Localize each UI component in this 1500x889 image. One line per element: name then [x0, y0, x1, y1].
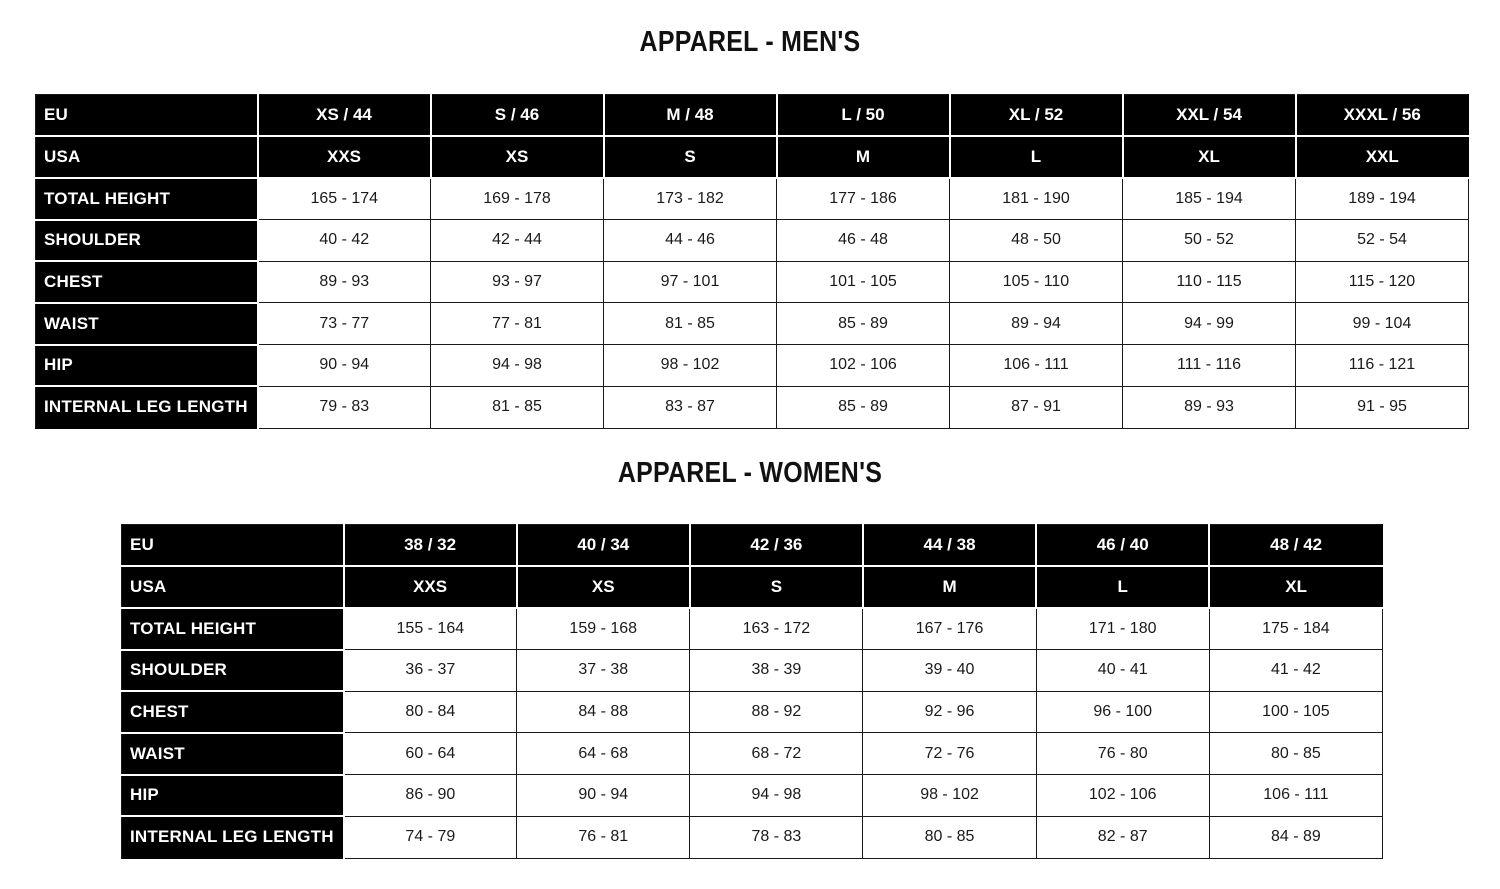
measurement-label: SHOULDER	[122, 650, 344, 692]
measurement-value: 90 - 94	[258, 345, 431, 387]
measurement-value: 93 - 97	[431, 261, 604, 303]
measurement-value: 167 - 176	[863, 608, 1036, 650]
size-header-cell: XXS	[258, 136, 431, 178]
usa-size-row	[122, 566, 1383, 608]
size-header-cell: XL / 52	[950, 95, 1123, 137]
measurement-label: CHEST	[36, 261, 258, 303]
measurement-value: 94 - 98	[431, 345, 604, 387]
measurement-row	[36, 220, 1469, 262]
size-header-cell: XL	[1209, 566, 1382, 608]
size-header-cell: XXL / 54	[1123, 95, 1296, 137]
measurement-value: 175 - 184	[1209, 608, 1382, 650]
measurement-value: 64 - 68	[517, 733, 690, 775]
measurement-value: 94 - 99	[1123, 303, 1296, 345]
measurement-value: 40 - 42	[258, 220, 431, 262]
measurement-value: 42 - 44	[431, 220, 604, 262]
measurement-value: 76 - 80	[1036, 733, 1209, 775]
row-label: EU	[36, 95, 258, 137]
measurement-value: 80 - 84	[344, 691, 517, 733]
measurement-value: 72 - 76	[863, 733, 1036, 775]
measurement-row	[122, 775, 1383, 817]
measurement-value: 94 - 98	[690, 775, 863, 817]
measurement-value: 48 - 50	[950, 220, 1123, 262]
measurement-value: 106 - 111	[950, 345, 1123, 387]
men-size-table	[35, 94, 1469, 429]
measurement-value: 169 - 178	[431, 178, 604, 220]
measurement-value: 39 - 40	[863, 650, 1036, 692]
measurement-value: 37 - 38	[517, 650, 690, 692]
size-header-cell: 42 / 36	[690, 525, 863, 567]
measurement-label: WAIST	[36, 303, 258, 345]
size-header-cell: S / 46	[431, 95, 604, 137]
size-header-cell: XS / 44	[258, 95, 431, 137]
size-header-cell: M	[777, 136, 950, 178]
measurement-value: 155 - 164	[344, 608, 517, 650]
measurement-value: 181 - 190	[950, 178, 1123, 220]
measurement-value: 98 - 102	[863, 775, 1036, 817]
size-header-cell: M	[863, 566, 1036, 608]
usa-size-row	[36, 136, 1469, 178]
size-header-cell: 40 / 34	[517, 525, 690, 567]
measurement-value: 96 - 100	[1036, 691, 1209, 733]
measurement-row	[36, 303, 1469, 345]
measurement-value: 87 - 91	[950, 386, 1123, 428]
size-header-cell: XS	[431, 136, 604, 178]
measurement-value: 100 - 105	[1209, 691, 1382, 733]
measurement-row	[36, 261, 1469, 303]
measurement-value: 79 - 83	[258, 386, 431, 428]
measurement-value: 76 - 81	[517, 816, 690, 858]
row-label: USA	[36, 136, 258, 178]
measurement-value: 68 - 72	[690, 733, 863, 775]
measurement-row	[122, 816, 1383, 858]
measurement-value: 99 - 104	[1296, 303, 1469, 345]
size-header-cell: L	[950, 136, 1123, 178]
row-label: USA	[122, 566, 344, 608]
measurement-value: 46 - 48	[777, 220, 950, 262]
measurement-value: 41 - 42	[1209, 650, 1382, 692]
measurement-value: 189 - 194	[1296, 178, 1469, 220]
eu-size-row	[122, 525, 1383, 567]
measurement-label: HIP	[36, 345, 258, 387]
measurement-value: 173 - 182	[604, 178, 777, 220]
measurement-value: 84 - 89	[1209, 816, 1382, 858]
row-label: EU	[122, 525, 344, 567]
measurement-value: 102 - 106	[1036, 775, 1209, 817]
measurement-row	[122, 650, 1383, 692]
measurement-value: 38 - 39	[690, 650, 863, 692]
measurement-value: 80 - 85	[863, 816, 1036, 858]
measurement-value: 83 - 87	[604, 386, 777, 428]
measurement-value: 105 - 110	[950, 261, 1123, 303]
measurement-value: 77 - 81	[431, 303, 604, 345]
measurement-value: 85 - 89	[777, 386, 950, 428]
measurement-value: 89 - 93	[1123, 386, 1296, 428]
measurement-value: 88 - 92	[690, 691, 863, 733]
measurement-label: TOTAL HEIGHT	[122, 608, 344, 650]
size-header-cell: 38 / 32	[344, 525, 517, 567]
measurement-value: 98 - 102	[604, 345, 777, 387]
measurement-value: 163 - 172	[690, 608, 863, 650]
measurement-value: 91 - 95	[1296, 386, 1469, 428]
size-header-cell: 44 / 38	[863, 525, 1036, 567]
measurement-row	[122, 733, 1383, 775]
size-header-cell: L / 50	[777, 95, 950, 137]
measurement-value: 101 - 105	[777, 261, 950, 303]
measurement-value: 110 - 115	[1123, 261, 1296, 303]
measurement-label: INTERNAL LEG LENGTH	[36, 386, 258, 428]
measurement-row	[122, 608, 1383, 650]
measurement-label: INTERNAL LEG LENGTH	[122, 816, 344, 858]
measurement-value: 40 - 41	[1036, 650, 1209, 692]
measurement-value: 78 - 83	[690, 816, 863, 858]
measurement-value: 36 - 37	[344, 650, 517, 692]
measurement-value: 97 - 101	[604, 261, 777, 303]
women-size-table	[121, 524, 1383, 859]
measurement-value: 85 - 89	[777, 303, 950, 345]
measurement-label: TOTAL HEIGHT	[36, 178, 258, 220]
measurement-value: 159 - 168	[517, 608, 690, 650]
measurement-label: WAIST	[122, 733, 344, 775]
size-header-cell: 48 / 42	[1209, 525, 1382, 567]
measurement-value: 165 - 174	[258, 178, 431, 220]
measurement-value: 81 - 85	[431, 386, 604, 428]
measurement-value: 44 - 46	[604, 220, 777, 262]
measurement-value: 74 - 79	[344, 816, 517, 858]
size-header-cell: XXS	[344, 566, 517, 608]
measurement-value: 106 - 111	[1209, 775, 1382, 817]
measurement-value: 102 - 106	[777, 345, 950, 387]
size-header-cell: S	[690, 566, 863, 608]
measurement-value: 52 - 54	[1296, 220, 1469, 262]
measurement-label: SHOULDER	[36, 220, 258, 262]
measurement-value: 92 - 96	[863, 691, 1036, 733]
measurement-value: 177 - 186	[777, 178, 950, 220]
measurement-value: 111 - 116	[1123, 345, 1296, 387]
measurement-value: 84 - 88	[517, 691, 690, 733]
measurement-value: 86 - 90	[344, 775, 517, 817]
measurement-value: 50 - 52	[1123, 220, 1296, 262]
size-header-cell: 46 / 40	[1036, 525, 1209, 567]
measurement-value: 80 - 85	[1209, 733, 1382, 775]
size-header-cell: S	[604, 136, 777, 178]
measurement-value: 73 - 77	[258, 303, 431, 345]
women-section-title: APPAREL - WOMEN'S	[617, 457, 883, 489]
measurement-value: 81 - 85	[604, 303, 777, 345]
eu-size-row	[36, 95, 1469, 137]
size-header-cell: XS	[517, 566, 690, 608]
measurement-row	[36, 178, 1469, 220]
measurement-row	[36, 345, 1469, 387]
measurement-value: 116 - 121	[1296, 345, 1469, 387]
measurement-value: 82 - 87	[1036, 816, 1209, 858]
measurement-row	[36, 386, 1469, 428]
measurement-row	[122, 691, 1383, 733]
men-section-title: APPAREL - MEN'S	[639, 26, 861, 58]
measurement-value: 60 - 64	[344, 733, 517, 775]
size-header-cell: L	[1036, 566, 1209, 608]
measurement-value: 171 - 180	[1036, 608, 1209, 650]
measurement-label: HIP	[122, 775, 344, 817]
measurement-label: CHEST	[122, 691, 344, 733]
measurement-value: 115 - 120	[1296, 261, 1469, 303]
measurement-value: 185 - 194	[1123, 178, 1296, 220]
size-header-cell: XXL	[1296, 136, 1469, 178]
size-header-cell: M / 48	[604, 95, 777, 137]
size-header-cell: XL	[1123, 136, 1296, 178]
measurement-value: 89 - 94	[950, 303, 1123, 345]
measurement-value: 90 - 94	[517, 775, 690, 817]
size-header-cell: XXXL / 56	[1296, 95, 1469, 137]
measurement-value: 89 - 93	[258, 261, 431, 303]
